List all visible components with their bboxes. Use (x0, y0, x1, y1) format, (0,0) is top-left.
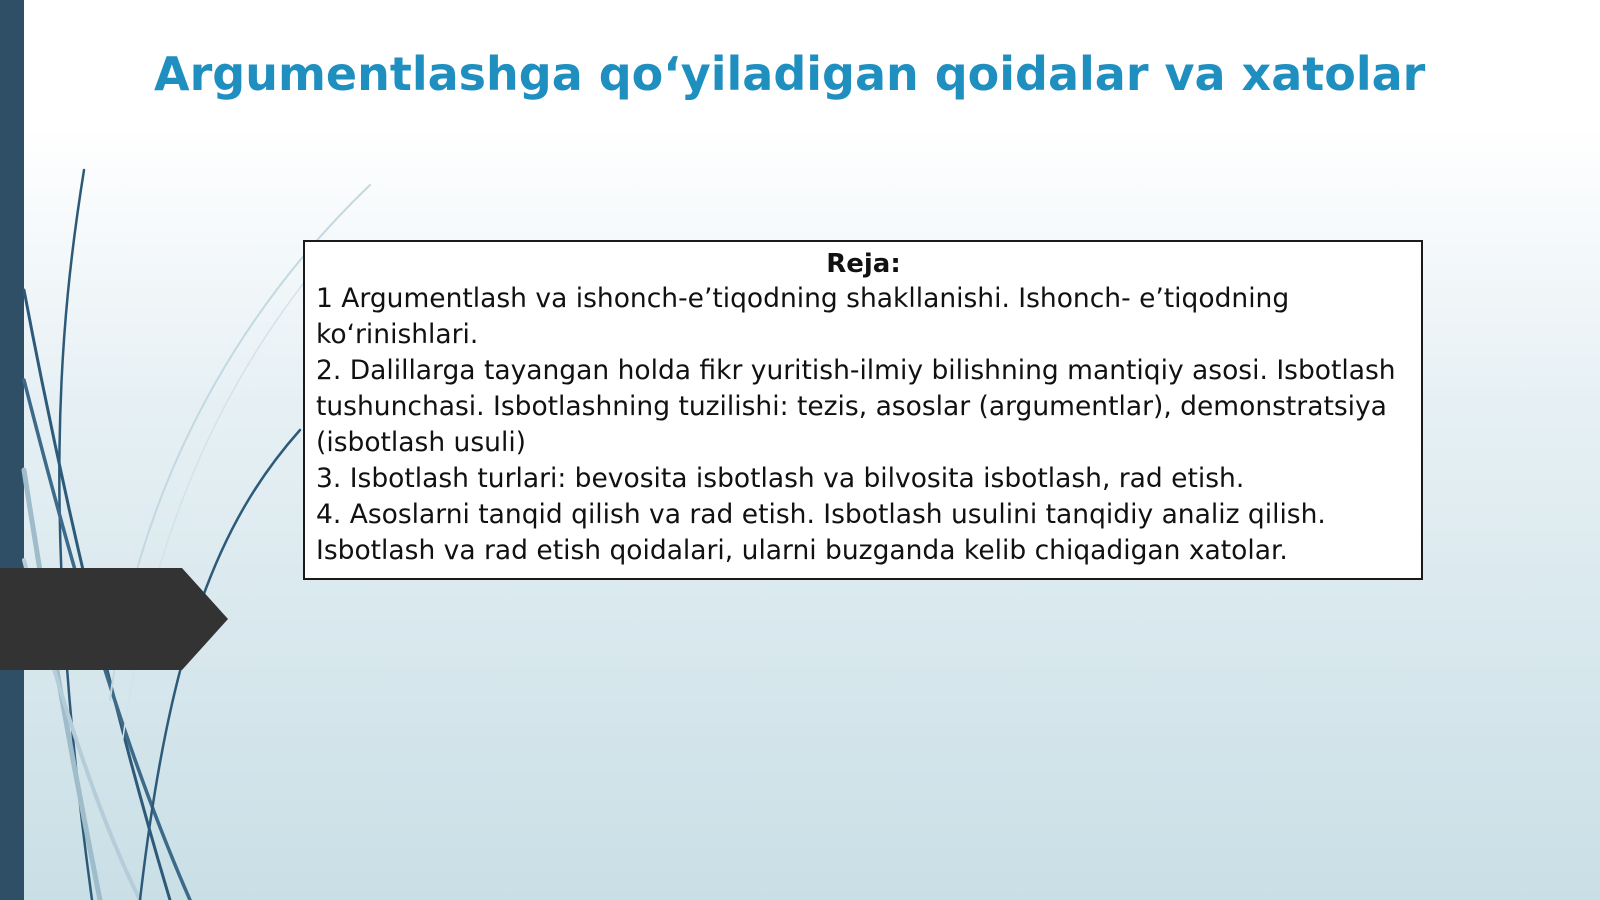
plan-item-3: 3. Isbotlash turlari: bevosita isbotlash va bilvosita isbotlash, rad etish. (316, 463, 1245, 494)
plan-box (303, 240, 1423, 580)
plan-list (316, 281, 1411, 569)
arrow-tab-shape (0, 568, 228, 670)
plan-heading: Reja: (826, 249, 901, 279)
plan-item-1: 1 Argumentlash va ishonch-e’tiqodning shakllanishi. Ishonch- e’tiqodning koʻrinishlari. (316, 283, 1290, 350)
slide-title: Argumentlashga qoʻyiladigan qoidalar va xatolar (154, 47, 1426, 101)
plan-item-4: 4. Asoslarni tanqid qilish va rad etish. Isbotlash usulini tanqidiy analiz qilish. Isbotlash va rad etish qoidalari, ularni buzganda kelib chiqadigan xatolar. (316, 499, 1326, 566)
plan-item-2: 2. Dalillarga tayangan holda fikr yuritish-ilmiy bilishning mantiqiy asosi. Isbotlash tushunchasi. Isbotlashning tuzilishi: tezis, asoslar (argumentlar), demonstratsiya (isbotlash usuli) (316, 355, 1396, 458)
